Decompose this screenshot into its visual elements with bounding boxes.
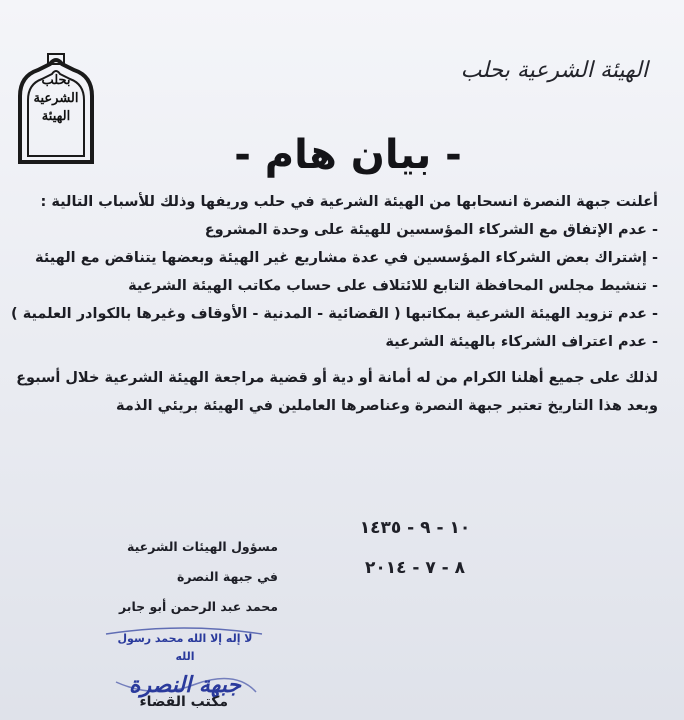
signature-block xyxy=(98,532,278,622)
signatory-name: محمد عبد الرحمن أبو جابر xyxy=(119,599,278,614)
org-name-header: الهيئة الشرعية بحلب xyxy=(460,58,648,83)
stamp-shahada: لا إله إلا الله محمد رسول الله xyxy=(117,632,253,663)
logo-text xyxy=(14,72,98,126)
reason-line: - عدم الإتفاق مع الشركاء المؤسسين للهيئة على وحدة المشروع xyxy=(204,222,658,238)
reason-line: - إشتراك بعض الشركاء المؤسسين في عدة مشاريع غير الهيئة وبعضها يتناقض مع الهيئة xyxy=(35,250,658,266)
gregorian-date: ٨ - ٧ - ٢٠١٤ xyxy=(364,558,466,578)
stamp-text xyxy=(110,630,260,704)
statement-body xyxy=(11,188,658,420)
closing-line: لذلك على جميع أهلنا الكرام من له أمانة أو دية أو قضية مراجعة الهيئة الشرعية خلال أسبوع xyxy=(16,370,658,386)
reason-line: - عدم تزويد الهيئة الشرعية بمكاتبها ( القضائية - المدنية - الأوقاف وغيرها بالكوادر العلمية ) xyxy=(11,306,658,322)
intro-line: أعلنت جبهة النصرة انسحابها من الهيئة الشرعية في حلب وريفها وذلك للأسباب التالية : xyxy=(40,194,658,210)
reason-line: - عدم اعتراف الشركاء بالهيئة الشرعية xyxy=(385,334,658,350)
office-label: مكتب القضاء xyxy=(139,694,228,710)
closing-line: وبعد هذا التاريخ تعتبر جبهة النصرة وعناصرها العاملين في الهيئة بريئي الذمة xyxy=(116,398,658,414)
signatory-organization: في جبهة النصرة xyxy=(176,569,278,584)
reason-line: - تنشيط مجلس المحافظة التابع للائتلاف على حساب مكاتب الهيئة الشرعية xyxy=(128,278,658,294)
hijri-date: ١٠ - ٩ - ١٤٣٥ xyxy=(359,518,471,538)
logo-line-1: بحلب xyxy=(41,73,71,88)
document-title: - بيان هام - xyxy=(234,132,462,178)
logo-line-2: الشرعية xyxy=(33,91,79,106)
date-block xyxy=(340,508,490,588)
signatory-position: مسؤول الهيئات الشرعية xyxy=(126,539,278,554)
stamp-org-name: جبهة النصرة xyxy=(128,672,242,698)
logo-line-3: الهيئة xyxy=(41,109,71,124)
